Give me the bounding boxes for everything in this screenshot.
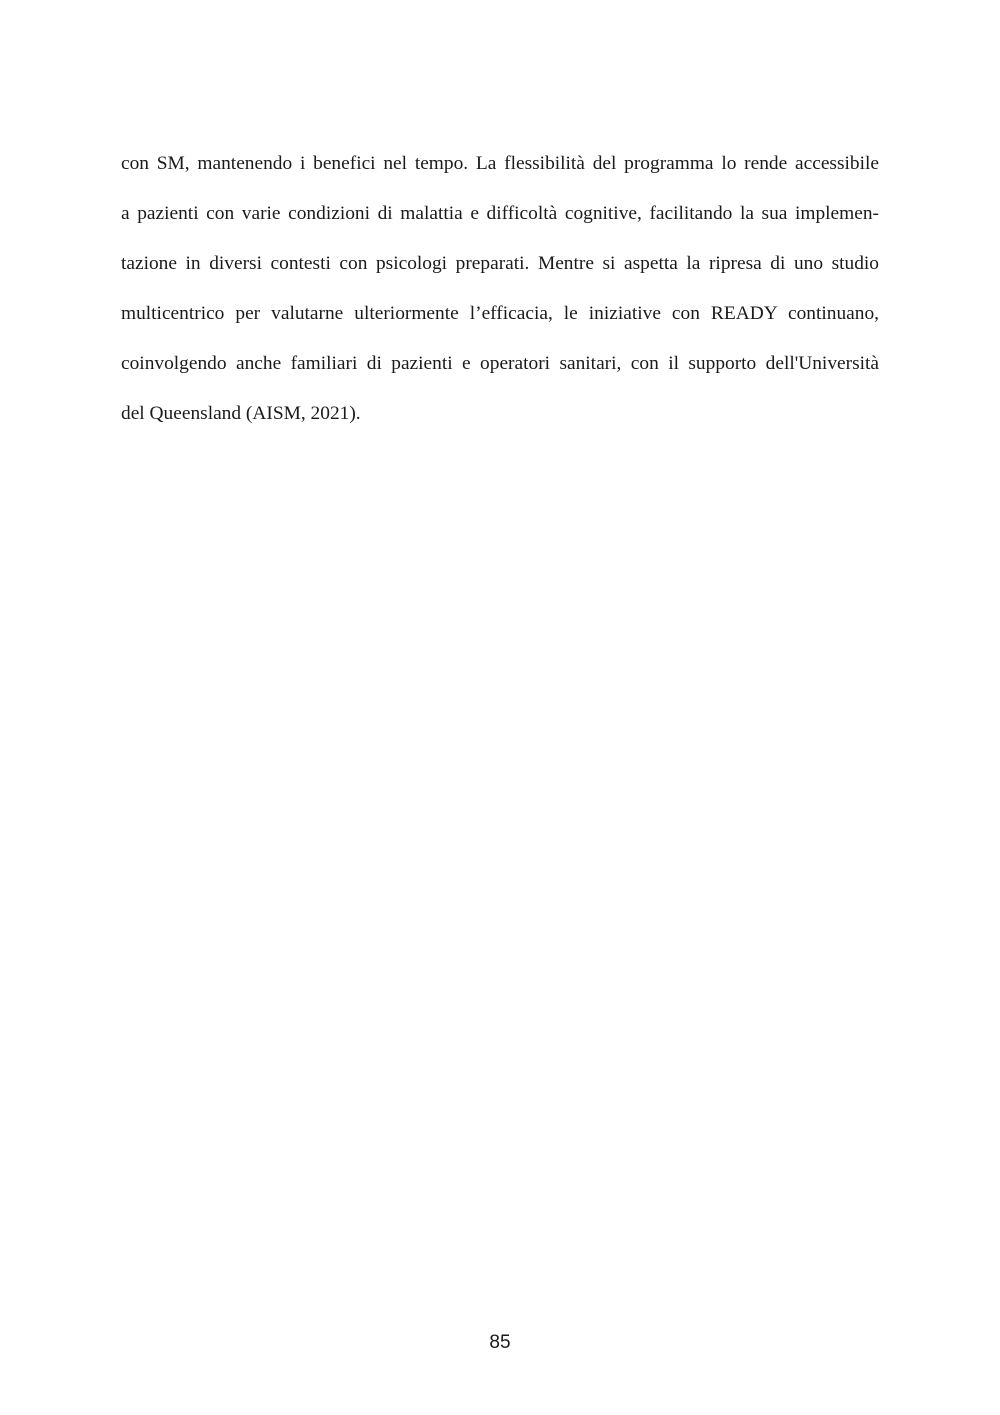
paragraph-line-1: con SM, mantenendo i benefici nel tempo. La flessibilità del programma lo rende accessibile bbox=[121, 153, 879, 174]
paragraph-line-2: a pazienti con varie condizioni di malattia e difficoltà cognitive, facilitando la sua implemen- bbox=[121, 203, 879, 224]
paragraph-line-6: del Queensland (AISM, 2021). bbox=[121, 403, 361, 424]
page-number: 85 bbox=[489, 1332, 511, 1353]
paragraph-line-3: tazione in diversi contesti con psicologi preparati. Mentre si aspetta la ripresa di uno studio bbox=[121, 253, 879, 274]
paragraph-line-4: multicentrico per valutarne ulteriormente l’efficacia, le iniziative con READY continuano, bbox=[121, 303, 879, 324]
paragraph-line-5: coinvolgendo anche familiari di pazienti e operatori sanitari, con il supporto dell'Università bbox=[121, 353, 879, 374]
body-paragraph bbox=[121, 146, 879, 446]
